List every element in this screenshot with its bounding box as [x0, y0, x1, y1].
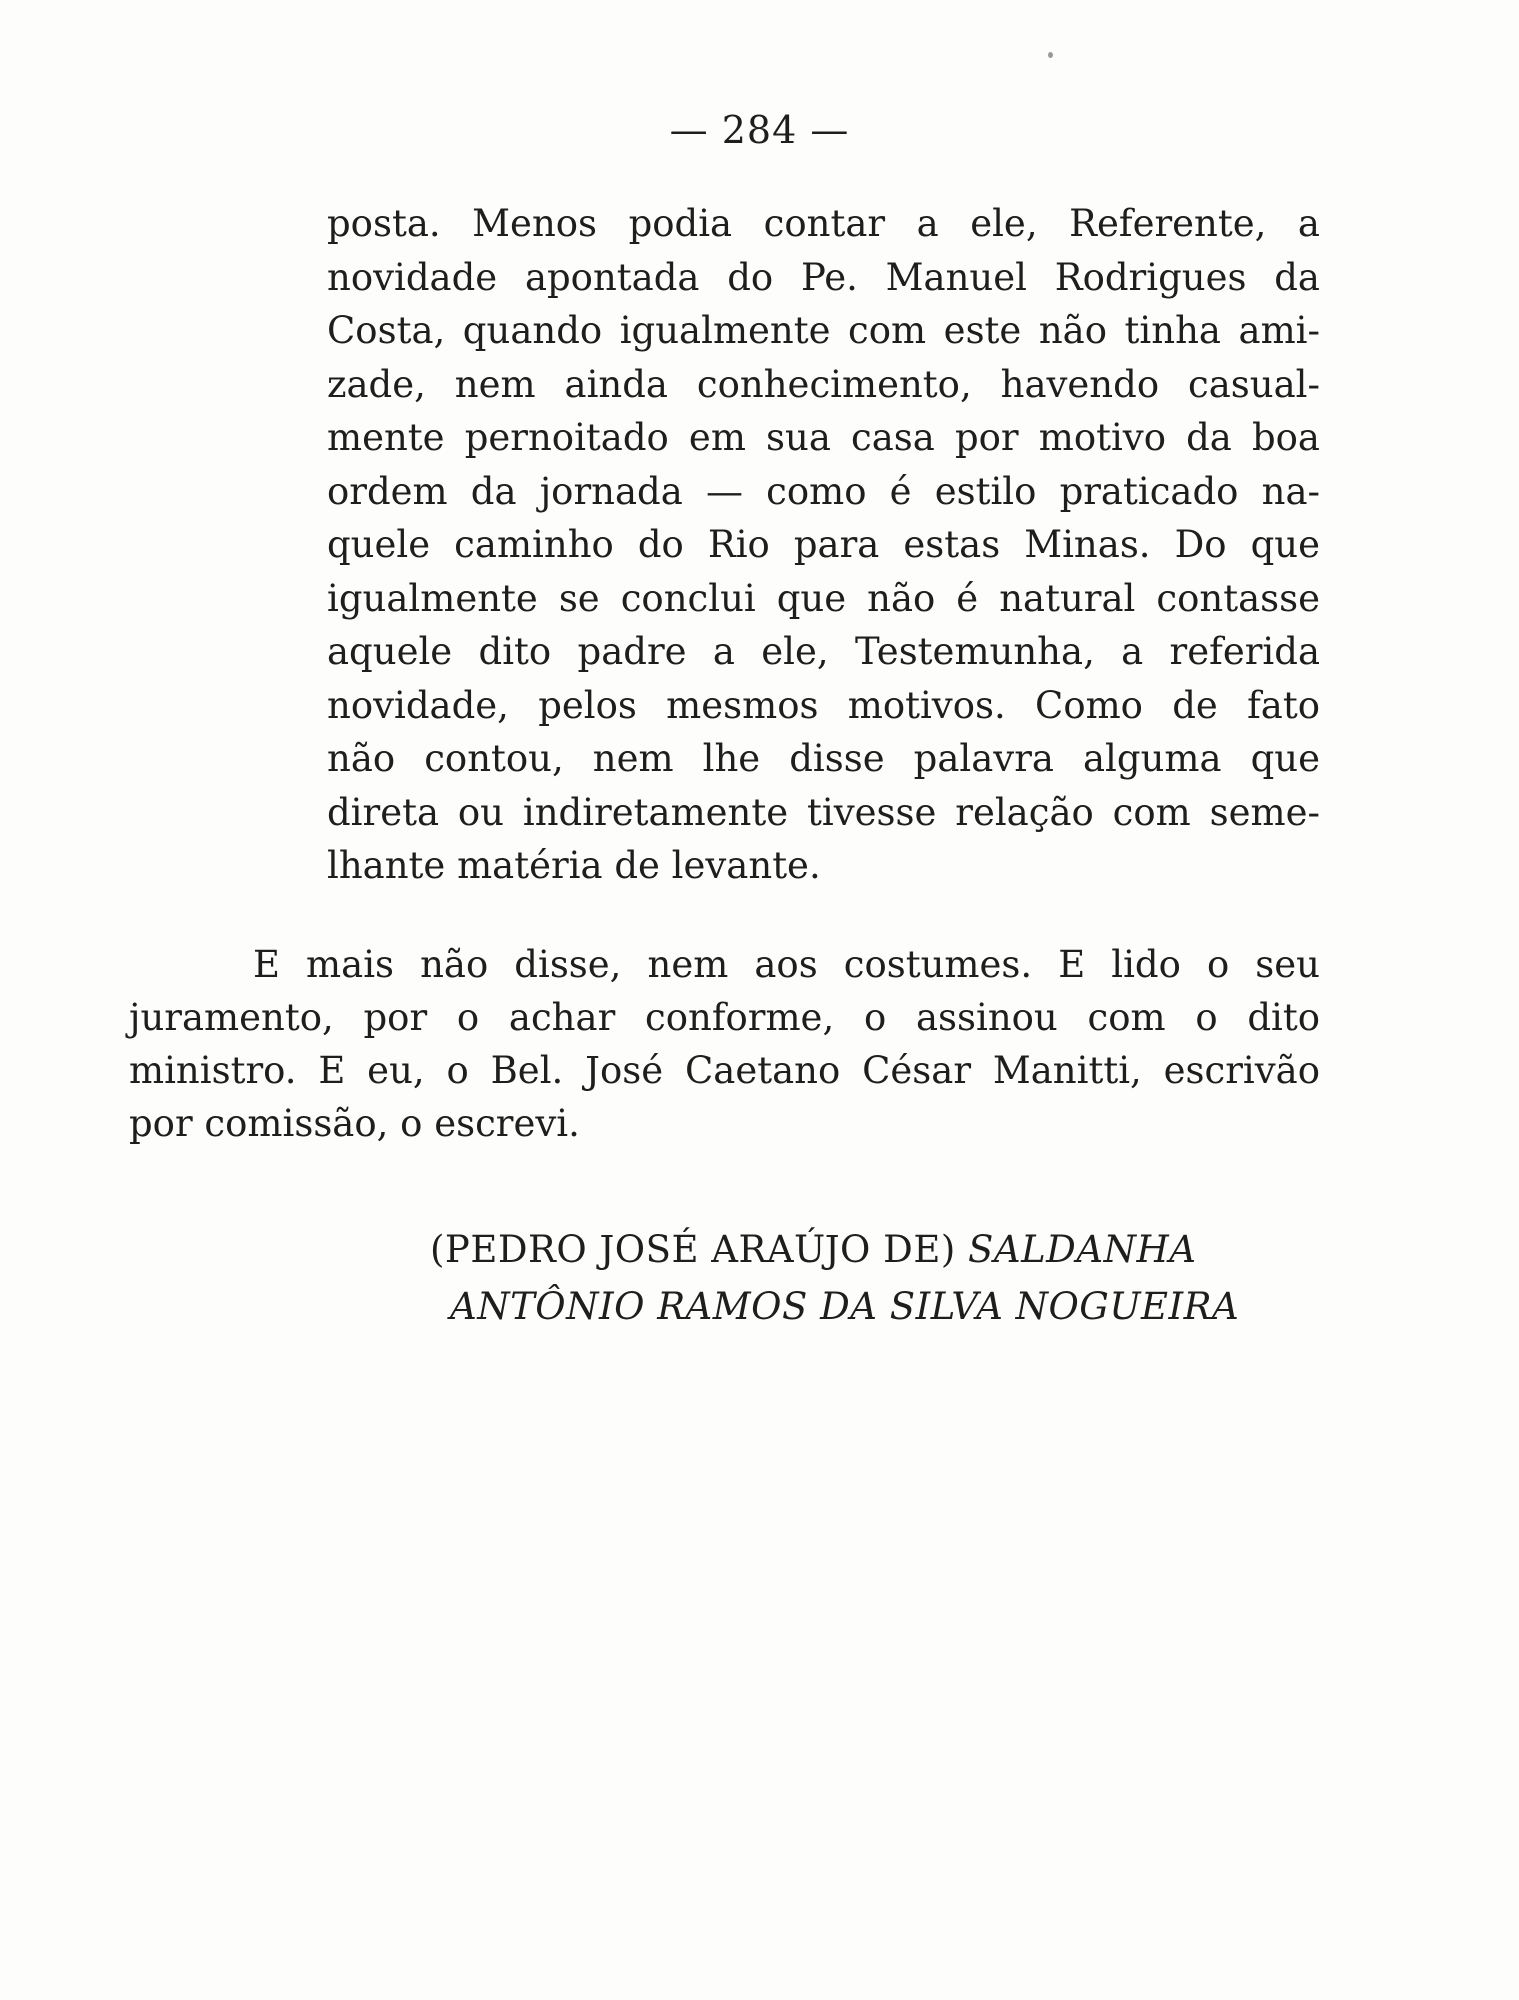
- text-line: Costa, quando igualmente com este não tinha ami-: [327, 309, 1320, 352]
- text-line: aquele dito padre a ele, Testemunha, a referida: [327, 630, 1320, 673]
- signature-saldanha-name: SALDANHA: [968, 1228, 1197, 1271]
- text-line: quele caminho do Rio para estas Minas. Do que: [327, 523, 1320, 566]
- text-line: juramento, por o achar conforme, o assinou com o dito: [129, 996, 1320, 1039]
- text-line: igualmente se conclui que não é natural contasse: [327, 576, 1320, 620]
- text-line: direta ou indiretamente tivesse relação com seme-: [327, 790, 1320, 834]
- page-number: — 284 —: [669, 108, 850, 152]
- text-line: lhante matéria de levante.: [327, 844, 821, 887]
- text-line: por comissão, o escrevi.: [129, 1102, 580, 1145]
- text-line: zade, nem ainda conhecimento, havendo casual-: [327, 362, 1320, 406]
- text-line: ministro. E eu, o Bel. José Caetano César Manitti, escrivão: [129, 1049, 1320, 1092]
- text-line: mente pernoitado em sua casa por motivo da boa: [327, 416, 1320, 459]
- signature-line-2: ANTÔNIO RAMOS DA SILVA NOGUEIRA: [450, 1285, 1240, 1328]
- text-line: não contou, nem lhe disse palavra alguma que: [327, 737, 1320, 780]
- text-line: posta. Menos podia contar a ele, Referente, a: [327, 202, 1320, 245]
- signature-line-1: [430, 1228, 1196, 1271]
- text-line: novidade apontada do Pe. Manuel Rodrigues da: [327, 255, 1320, 299]
- signature-saldanha-prefix: (PEDRO JOSÉ ARAÚJO DE): [430, 1228, 956, 1271]
- text-line: novidade, pelos mesmos motivos. Como de fato: [327, 683, 1320, 727]
- scan-speck: [1048, 52, 1053, 58]
- text-line: E mais não disse, nem aos costumes. E lido o seu: [253, 943, 1320, 986]
- text-line: ordem da jornada — como é estilo praticado na-: [327, 469, 1320, 513]
